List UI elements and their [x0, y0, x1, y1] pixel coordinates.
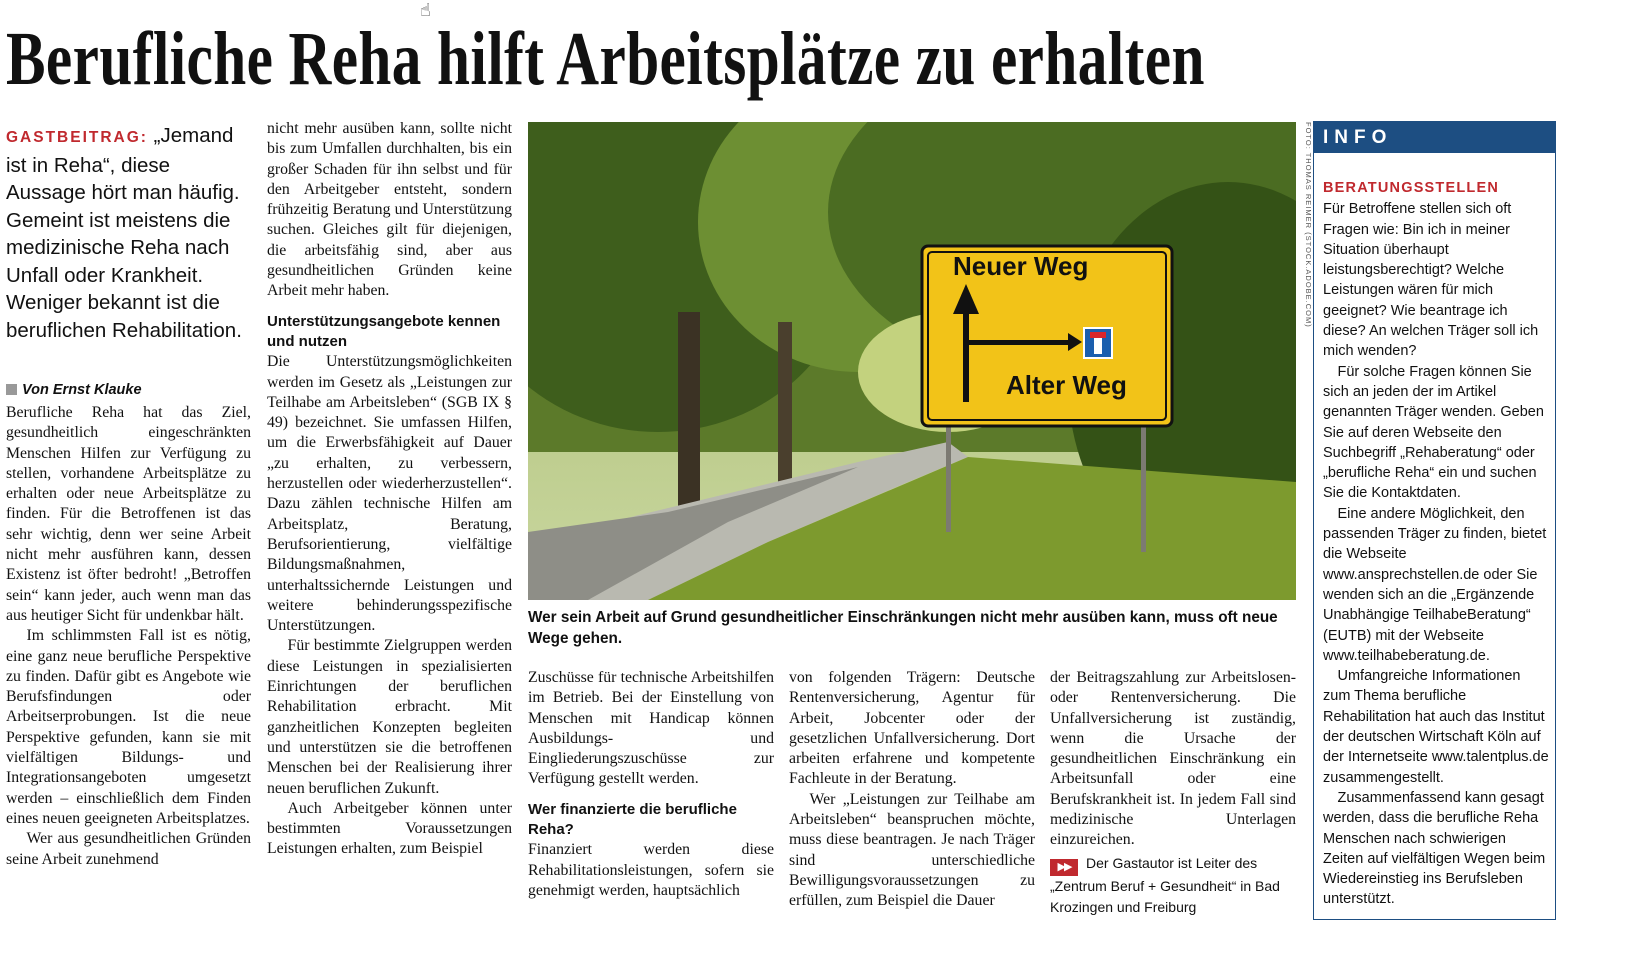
photo-credit: FOTO: THOMAS REIMER (STOCK.ADOBE.COM) [1304, 122, 1313, 328]
article-column-5 [1050, 668, 1296, 851]
lead-tag: GASTBEITRAG: [6, 129, 148, 146]
paragraph: Die Unterstützungsmöglichkeiten werden im Gesetz als „Leistungen zur Teilhabe am Arbeitsleben“ (SGB IX § 49) bezeichnet. Sie umfassen Hilfen, um die Erwerbsfähigkeit auf Dauer „zu erhalten, zu verbessern, herzustellen oder wiederherzustellen“. Dazu zählen technische Hilfen am Arbeitsplatz, Beratung, Berufsorientierung, vielfältige Bildungsmaßnahmen, unterhaltssichernde Leistungen und weitere behinderungsspezifische Unterstützungen. [267, 353, 512, 635]
paragraph: der Beitragszahlung zur Arbeitslosen- oder Rentenversicherung. Die Unfallversicherung ist zuständig, wenn die Ursache der gesundheitlichen Einschränkung ein Arbeitsunfall oder eine Berufskrankheit ist. In jedem Fall sind medizinische Unterlagen einzureichen. [1050, 669, 1296, 849]
paragraph: Im schlimmsten Fall ist es nötig, eine ganz neue berufliche Perspektive zu finden. Dafür gibt es Angebote wie Berufsfindungen oder Arbeitserprobungen. Ist die neue Perspektive gefunden, kann sie mit vielfältigen Bildungs- und Integrationsangeboten umgesetzt werden – einschließlich dem Finden eines neuen geeigneten Arbeitsplatzes. [6, 627, 251, 827]
paragraph: Wer „Leistungen zur Teilhabe am Arbeitsleben“ beanspruchen möchte, muss diese beantragen. Je nach Träger sind unterschiedliche Bewilligungsvoraussetzungen zu erfüllen, zum Beispiel die Dauer [789, 790, 1035, 910]
article-photo [528, 122, 1296, 600]
lead-text: „Jemand ist in Reha“, diese Aussage hört man häufig. Gemeint ist meistens die medizinische Reha nach Unfall oder Krankheit. Weniger bekannt ist die beruflichen Rehabilitation. [6, 124, 242, 342]
article-column-3 [528, 668, 774, 901]
info-paragraph: Zusammenfassend kann gesagt werden, dass die berufliche Reha Menschen nach schwierigen Zeiten auf vielfältigen Wegen beim Wiedereinstieg ins Berufsleben unterstützt. [1323, 789, 1546, 908]
byline [6, 382, 252, 398]
article-column-4 [789, 668, 1035, 912]
paragraph: Auch Arbeitgeber können unter bestimmten Voraussetzungen Leistungen erhalten, zum Beispiel [267, 799, 512, 858]
author-note [1050, 853, 1300, 917]
photo-caption: Wer sein Arbeit auf Grund gesundheitlicher Einschränkungen nicht mehr ausüben kann, muss oft neue Wege gehen. [528, 609, 1278, 647]
byline-square-icon [6, 384, 17, 395]
byline-text: Von Ernst Klauke [22, 382, 142, 398]
author-note-text: Der Gastautor ist Leiter des „Zentrum Beruf + Gesundheit“ in Bad Krozingen und Freiburg [1050, 855, 1280, 915]
subheading: Unterstützungsangebote kennen und nutzen [267, 312, 501, 350]
headline: Berufliche Reha hilft Arbeitsplätze zu erhalten [6, 17, 1205, 101]
article-column-1 [6, 403, 251, 870]
hand-cursor-icon: ☝ [420, 0, 431, 21]
paragraph: Berufliche Reha hat das Ziel, gesundheitlich eingeschränkten Menschen Hilfen zur Verfügung zu stellen, vorhandene Arbeitsplätze zu erhalten oder neue Arbeitsplätze zu finden. Für die Betroffenen ist das sehr wichtig, denn wer seine Arbeit nicht mehr ausführen kann, dessen Existenz ist öfter bedroht! „Betroffen sein“ kann jeder, auch wenn man das aus heutiger Sicht für undenkbar hält. [6, 404, 251, 624]
arrow-forward-icon: ▶▶ [1050, 859, 1078, 876]
road-sign-illustration [528, 122, 1296, 600]
info-paragraph: Für solche Fragen können Sie sich an jeden der im Artikel genannten Träger wenden. Geben Sie auf deren Webseite den Suchbegriff „Rehaberatung“ oder „berufliche Reha“ ein und suchen Sie die Kontaktdaten. [1323, 363, 1544, 502]
paragraph: Für bestimmte Zielgruppen werden diese Leistungen in spezialisierten Einrichtungen der beruflichen Rehabilitation erbracht. Mit ganzheitlichen Konzepten begleiten und unterstützen sie die betroffenen Menschen bei der Realisierung ihrer neuen beruflichen Zukunft. [267, 637, 512, 797]
paragraph: von folgenden Trägern: Deutsche Rentenversicherung, Agentur für Arbeit, Jobcenter oder der gesetzlichen Unfallversicherung. Dort arbeiten erfahrene und kompetente Fachleute in der Beratung. [789, 669, 1035, 788]
lead-paragraph [6, 122, 252, 344]
info-paragraph: Für Betroffene stellen sich oft Fragen wie: Bin ich in meiner Situation überhaupt leistungsberechtigt? Welche Leistungen wären für mich geeignet? Wie beantrage ich diese? An welchen Träger soll ich mich wenden? [1323, 201, 1539, 360]
info-paragraph: Umfangreiche Informationen zum Thema berufliche Rehabilitation hat auch das Institut der deutschen Wirtschaft Köln auf der Internetseite www.talentplus.de zusammengestellt. [1323, 668, 1549, 786]
info-box-body [1323, 178, 1549, 910]
paragraph: Wer aus gesundheitlichen Gründen seine Arbeit zunehmend [6, 830, 251, 868]
sign-text-top: Neuer Weg [953, 251, 1089, 281]
subheading: Wer finanzierte die berufliche Reha? [528, 800, 737, 839]
info-paragraph: Eine andere Möglichkeit, den passenden Träger zu finden, bietet die Webseite www.ansprechstellen.de oder Sie wenden sich an die „Ergänzende Unabhängige TeilhabeBeratung“ (EUTB) mit der Webseite www.teilhabeberatung.de. [1323, 505, 1547, 664]
info-box-header: INFO [1313, 121, 1556, 153]
paragraph: Finanziert werden diese Rehabilitationsleistungen, sofern sie genehmigt werden, hauptsächlich [528, 841, 774, 899]
paragraph: Zuschüsse für technische Arbeitshilfen im Betrieb. Bei der Einstellung von Menschen mit Handicap können Ausbildungs- und Eingliederungszuschüsse zur Verfügung gestellt werden. [528, 669, 774, 788]
info-box-title: BERATUNGSSTELLEN [1323, 180, 1500, 196]
sign-text-bottom: Alter Weg [1006, 370, 1127, 400]
paragraph: nicht mehr ausüben kann, sollte nicht bis zum Umfallen durchhalten, bis ein großer Schaden für ihn selbst und für den Arbeitgeber entsteht, sondern frühzeitig Beratung und Unterstützung suchen. Gleiches gilt für diejenigen, die arbeitsfähig sind, aber aus gesundheitlichen Gründen keine Arbeit mehr haben. [267, 120, 512, 300]
article-column-2 [267, 119, 512, 860]
